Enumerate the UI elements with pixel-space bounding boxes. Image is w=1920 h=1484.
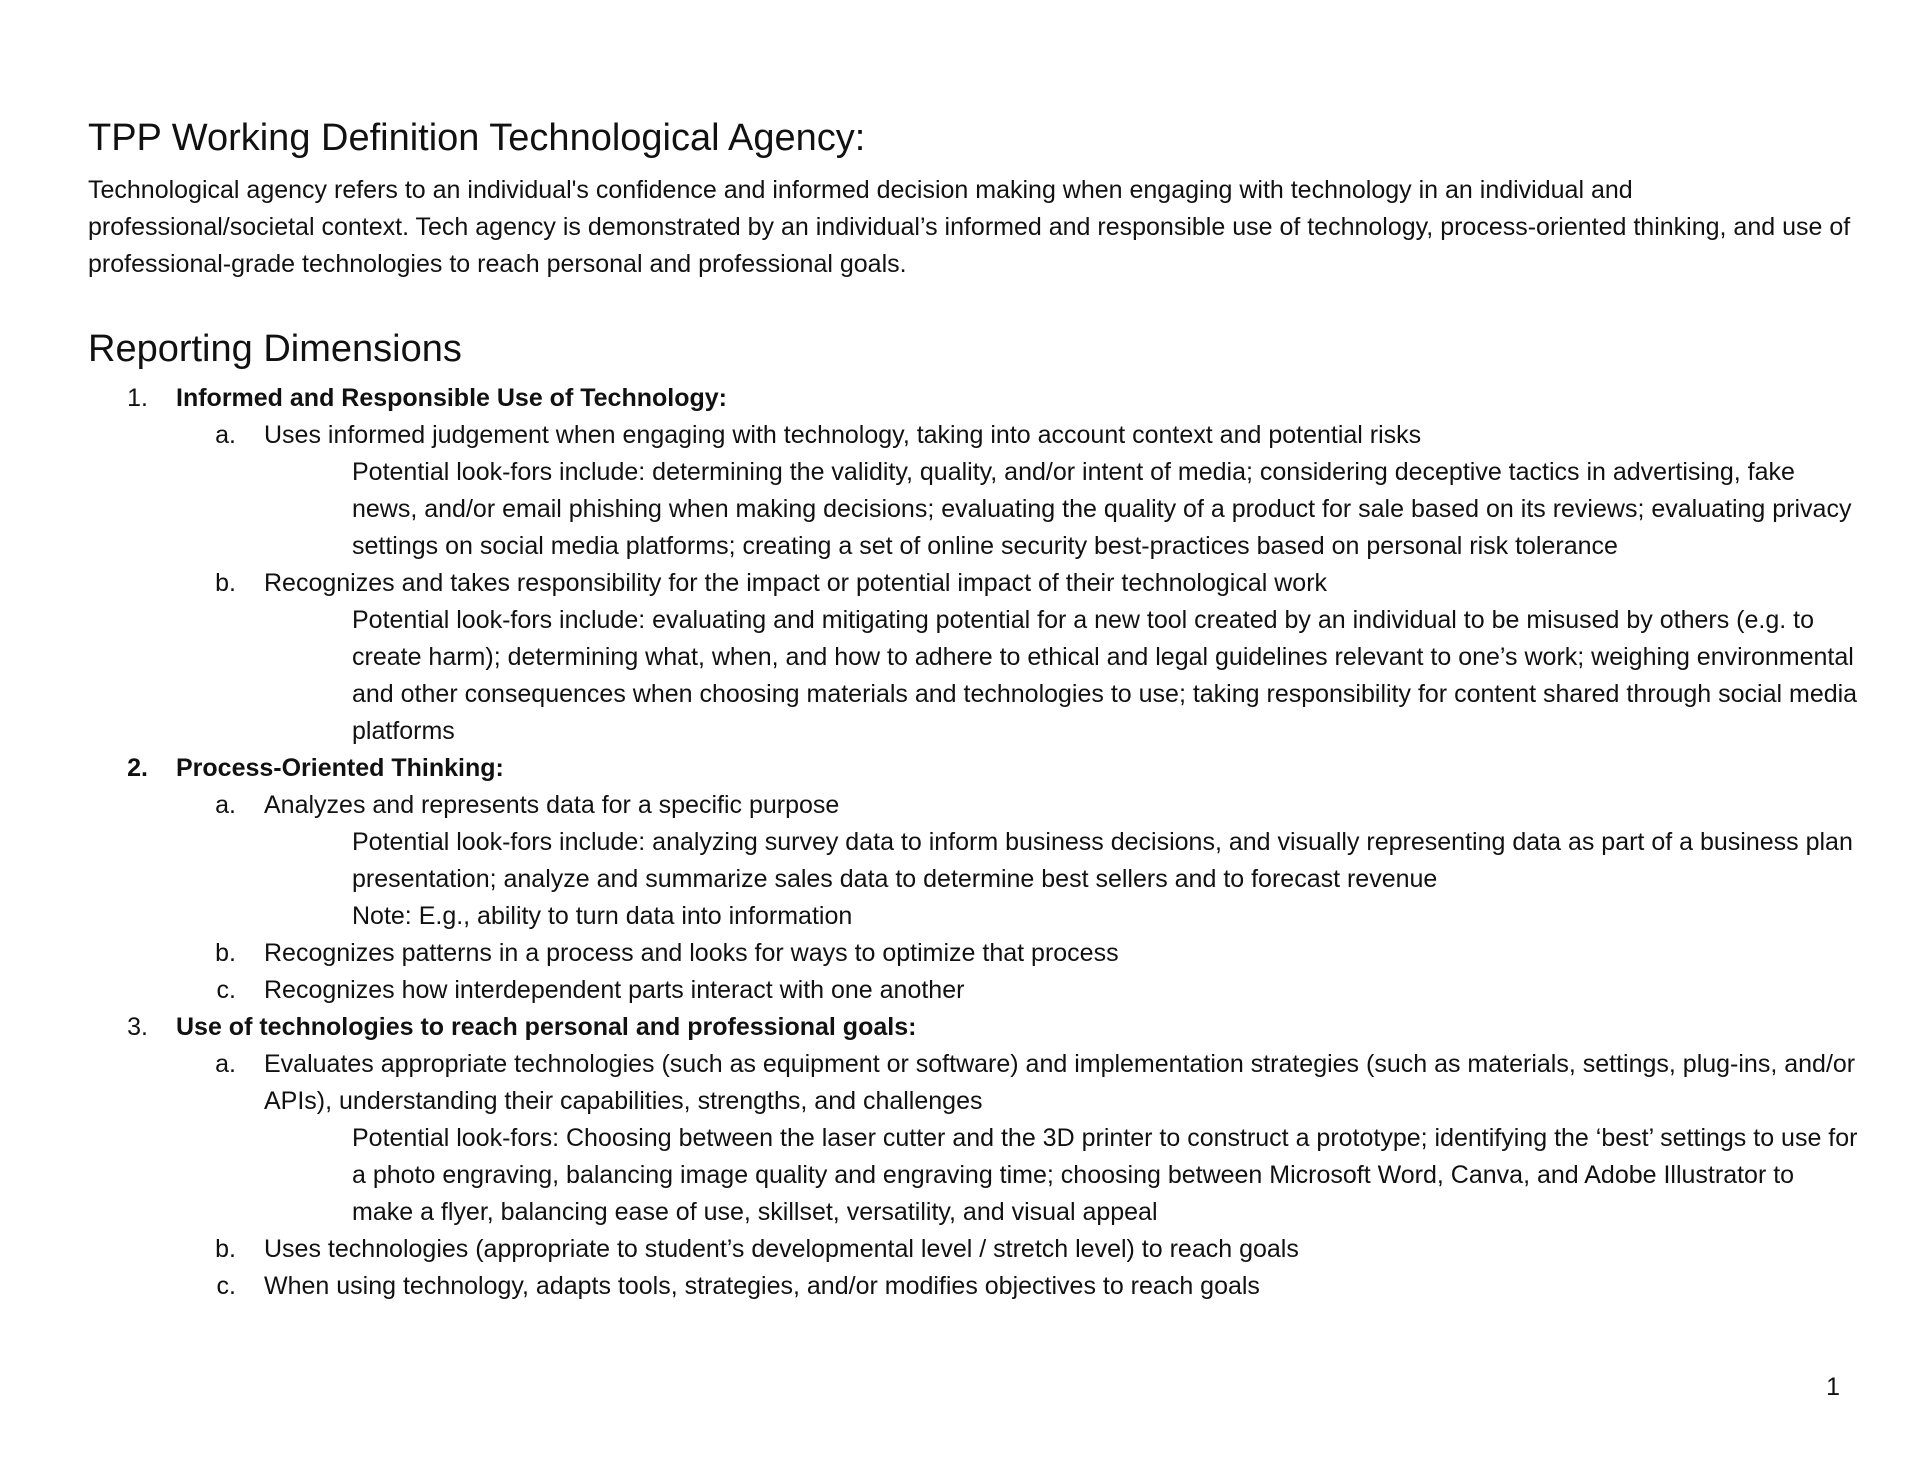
dimension-number: 1. bbox=[127, 384, 148, 412]
dimension-title: Informed and Responsible Use of Technology: bbox=[176, 384, 727, 412]
subitem bbox=[88, 565, 1858, 602]
subitem bbox=[88, 1046, 1858, 1120]
dimension-item bbox=[88, 750, 1858, 1009]
subitem-text: Uses informed judgement when engaging with technology, taking into account context and potential risks bbox=[264, 421, 1422, 449]
lookfors-text: Potential look-fors: Choosing between the laser cutter and the 3D printer to construct a prototype; identifying the ‘best’ settings to use for a photo engraving, balancing image quality and engraving time; choosing between Microsoft Word, Canva, and Adobe Illustrator to make a flyer, balancing ease of use, skillset, versatility, and visual appeal bbox=[352, 1124, 1858, 1226]
dimension-number: 2. bbox=[127, 754, 148, 782]
lookfors-text: Potential look-fors include: analyzing survey data to inform business decisions, and visually representing data as part of a business plan presentation; analyze and summarize sales data to determine best sellers and to forecast revenue bbox=[352, 828, 1853, 893]
subitem-text: Recognizes patterns in a process and looks for ways to optimize that process bbox=[264, 939, 1119, 967]
note-text: Note: E.g., ability to turn data into information bbox=[352, 902, 853, 930]
dimension-heading bbox=[88, 1009, 1858, 1046]
dimension-heading bbox=[88, 380, 1858, 417]
dimension-title: Process-Oriented Thinking: bbox=[176, 754, 504, 782]
definition-paragraph: Technological agency refers to an individual's confidence and informed decision making when engaging with technology in an individual and professional/societal context. Tech agency is demonstrated by an individual’s informed and responsible use of technology, process-oriented thinking, and use of professional-grade technologies to reach personal and professional goals. bbox=[88, 176, 1851, 278]
dimension-item bbox=[88, 380, 1858, 750]
page-title: TPP Working Definition Technological Agency: bbox=[88, 117, 866, 159]
subitem-letter: b. bbox=[215, 939, 236, 967]
dimension-heading bbox=[88, 750, 1858, 787]
subitem bbox=[88, 972, 1858, 1009]
subitems-list bbox=[88, 417, 1858, 750]
dimension-number: 3. bbox=[127, 1013, 148, 1041]
dimension-title: Use of technologies to reach personal and professional goals: bbox=[176, 1013, 917, 1041]
subitem-letter: a. bbox=[215, 1050, 236, 1078]
subitem-letter: b. bbox=[215, 1235, 236, 1263]
subitem bbox=[88, 787, 1858, 824]
subitem-text: Evaluates appropriate technologies (such as equipment or software) and implementation strategies (such as materials, settings, plug-ins, and/or APIs), understanding their capabilities, strengths, and challenges bbox=[264, 1050, 1856, 1115]
subitem-letter: a. bbox=[215, 421, 236, 449]
lookfors-text: Potential look-fors include: evaluating and mitigating potential for a new tool created by an individual to be misused by others (e.g. to create harm); determining what, when, and how to adhere to ethical and legal guidelines relevant to one’s work; weighing environmental and other consequences when choosing materials and technologies to use; taking responsibility for content shared through social media platforms bbox=[352, 606, 1858, 745]
subitem-letter: a. bbox=[215, 791, 236, 819]
subitem bbox=[88, 1231, 1858, 1268]
page-number: 1 bbox=[1826, 1373, 1840, 1401]
subitem-text: Recognizes and takes responsibility for the impact or potential impact of their technological work bbox=[264, 569, 1328, 597]
subitems-list bbox=[88, 1046, 1858, 1305]
subitem-letter: c. bbox=[216, 976, 236, 1004]
lookfors-text: Potential look-fors include: determining the validity, quality, and/or intent of media; considering deceptive tactics in advertising, fake news, and/or email phishing when making decisions; evaluating the quality of a product for sale based on its reviews; evaluating privacy settings on social media platforms; creating a set of online security best-practices based on personal risk tolerance bbox=[352, 458, 1852, 560]
subitem-text: Recognizes how interdependent parts interact with one another bbox=[264, 976, 965, 1004]
subitems-list bbox=[88, 787, 1858, 1009]
subitem-text: When using technology, adapts tools, strategies, and/or modifies objectives to reach goals bbox=[264, 1272, 1260, 1300]
subitem-letter: b. bbox=[215, 569, 236, 597]
section-heading: Reporting Dimensions bbox=[88, 328, 462, 370]
subitem bbox=[88, 1268, 1858, 1305]
subitem bbox=[88, 935, 1858, 972]
dimension-item bbox=[88, 1009, 1858, 1305]
subitem bbox=[88, 417, 1858, 454]
document-page bbox=[88, 114, 1858, 1305]
dimensions-list bbox=[88, 380, 1858, 1305]
subitem-letter: c. bbox=[216, 1272, 236, 1300]
subitem-text: Analyzes and represents data for a specific purpose bbox=[264, 791, 840, 819]
subitem-text: Uses technologies (appropriate to student’s developmental level / stretch level) to reach goals bbox=[264, 1235, 1299, 1263]
